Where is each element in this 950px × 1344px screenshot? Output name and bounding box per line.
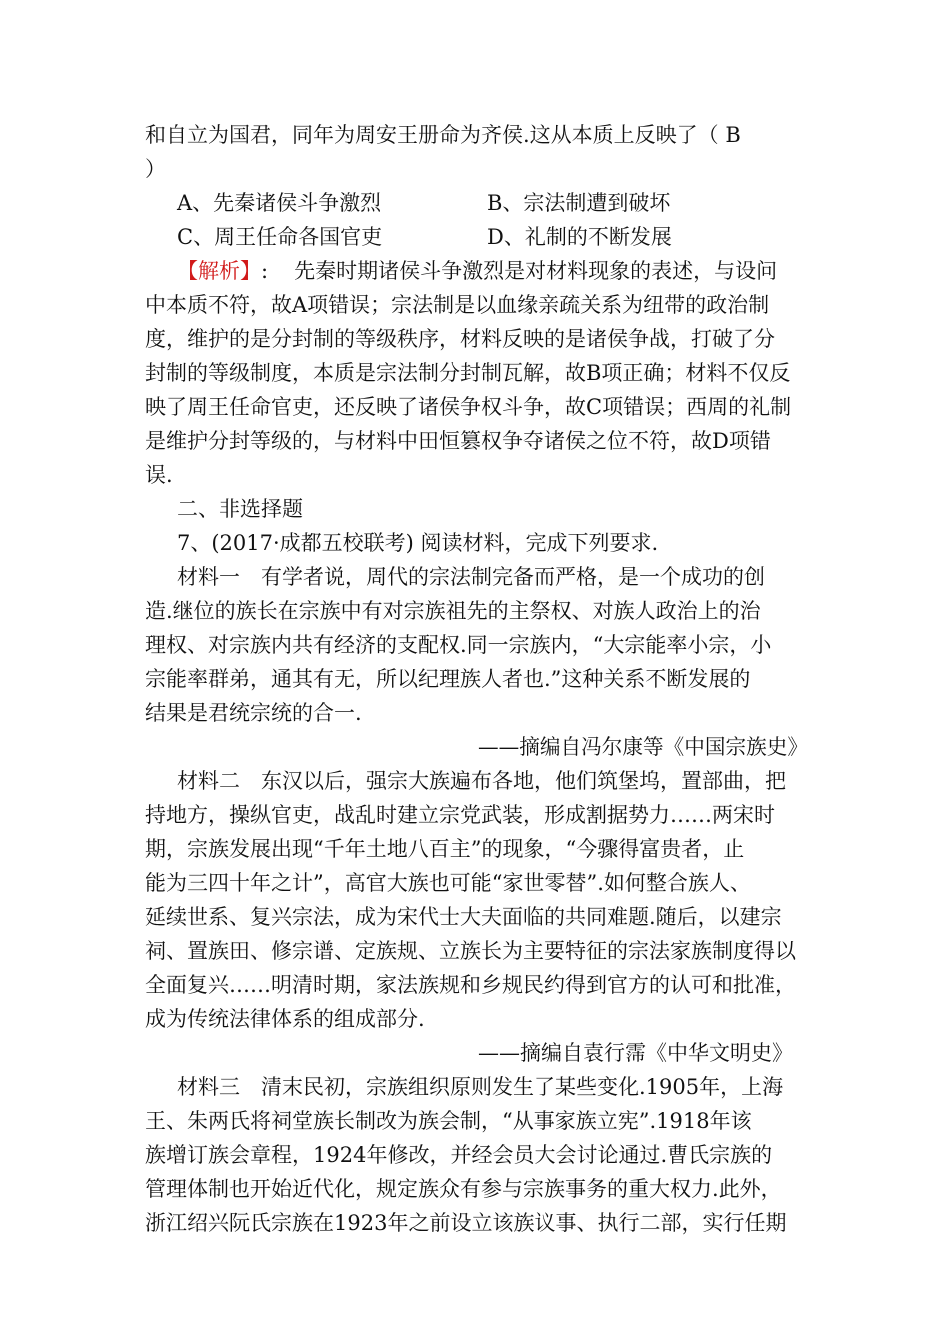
material-2-text: 延续世系、复兴宗法，成为宋代士大夫面临的共同难题.随后，以建宗 <box>145 905 782 929</box>
material-2-text: 期，宗族发展出现“千年土地八百主”的现象，“今骤得富贵者，止 <box>145 837 745 861</box>
question-text-line: 和自立为国君，同年为周安王册命为齐侯.这从本质上反映了（ B <box>145 123 741 147</box>
question-text-line: ） <box>145 157 166 181</box>
material-3-text: 材料三 清末民初，宗族组织原则发生了某些变化.1905年，上海 <box>177 1075 784 1099</box>
option-d: D、礼制的不断发展 <box>487 225 672 249</box>
material-3-text: 王、朱两氏将祠堂族长制改为族会制，“从事家族立宪”.1918年该 <box>145 1109 752 1133</box>
material-2-text: 持地方，操纵官吏，战乱时建立宗党武装，形成割据势力……两宋时 <box>145 803 775 827</box>
question-7: 7、(2017·成都五校联考) 阅读材料，完成下列要求. <box>177 531 659 555</box>
analysis-text: 是维护分封等级的，与材料中田恒篡权争夺诸侯之位不符，故D项错 <box>145 429 771 453</box>
option-c: C、周王任命各国官吏 <box>177 225 383 249</box>
option-a: A、先秦诸侯斗争激烈 <box>177 191 382 215</box>
material-2-text: 能为三四十年之计”，高官大族也可能“家世零替”.如何整合族人、 <box>145 871 751 895</box>
material-1-text: 造.继位的族长在宗族中有对宗族祖先的主祭权、对族人政治上的治 <box>145 599 761 623</box>
material-2-source: ——摘编自袁行霈《中华文明史》 <box>478 1041 793 1065</box>
material-1-text: 结果是君统宗统的合一. <box>145 701 362 725</box>
analysis-first-line <box>177 256 777 286</box>
material-2-text: 成为传统法律体系的组成部分. <box>145 1007 425 1031</box>
analysis-label: 【解析】 <box>177 259 261 283</box>
material-1-text: 理权、对宗族内共有经济的支配权.同一宗族内，“大宗能率小宗，小 <box>145 633 772 657</box>
material-2-text: 祠、置族田、修宗谱、定族规、立族长为主要特征的宗法家族制度得以 <box>145 939 796 963</box>
material-1-text: 宗能率群弟，通其有无，所以纪理族人者也.”这种关系不断发展的 <box>145 667 751 691</box>
material-1-source: ——摘编自冯尔康等《中国宗族史》 <box>478 735 808 759</box>
analysis-text: 误. <box>145 463 173 487</box>
material-1-text: 材料一 有学者说，周代的宗法制完备而严格，是一个成功的创 <box>177 565 765 589</box>
material-2-text: 材料二 东汉以后，强宗大族遍布各地，他们筑堡坞，置部曲，把 <box>177 769 786 793</box>
material-3-text: 浙江绍兴阮氏宗族在1923年之前设立该族议事、执行二部，实行任期 <box>145 1211 787 1235</box>
material-3-text: 管理体制也开始近代化，规定族众有参与宗族事务的重大权力.此外， <box>145 1177 782 1201</box>
analysis-text: 先秦时期诸侯斗争激烈是对材料现象的表述，与设问 <box>294 259 778 283</box>
section-title: 二、非选择题 <box>177 497 303 521</box>
analysis-text: 中本质不符，故A项错误；宗法制是以血缘亲疏关系为纽带的政治制 <box>145 293 770 317</box>
analysis-text: 封制的等级制度，本质是宗法制分封制瓦解，故B项正确；材料不仅反 <box>145 361 791 385</box>
option-b: B、宗法制遭到破坏 <box>487 191 671 215</box>
analysis-text: 度，维护的是分封制的等级秩序，材料反映的是诸侯争战，打破了分 <box>145 327 775 351</box>
material-3-text: 族增订族会章程，1924年修改，并经会员大会讨论通过.曹氏宗族的 <box>145 1143 773 1167</box>
material-2-text: 全面复兴……明清时期，家法族规和乡规民约得到官方的认可和批准， <box>145 973 796 997</box>
analysis-colon: : <box>261 259 269 283</box>
analysis-text: 映了周王任命官吏，还反映了诸侯争权斗争，故C项错误；西周的礼制 <box>145 395 792 419</box>
